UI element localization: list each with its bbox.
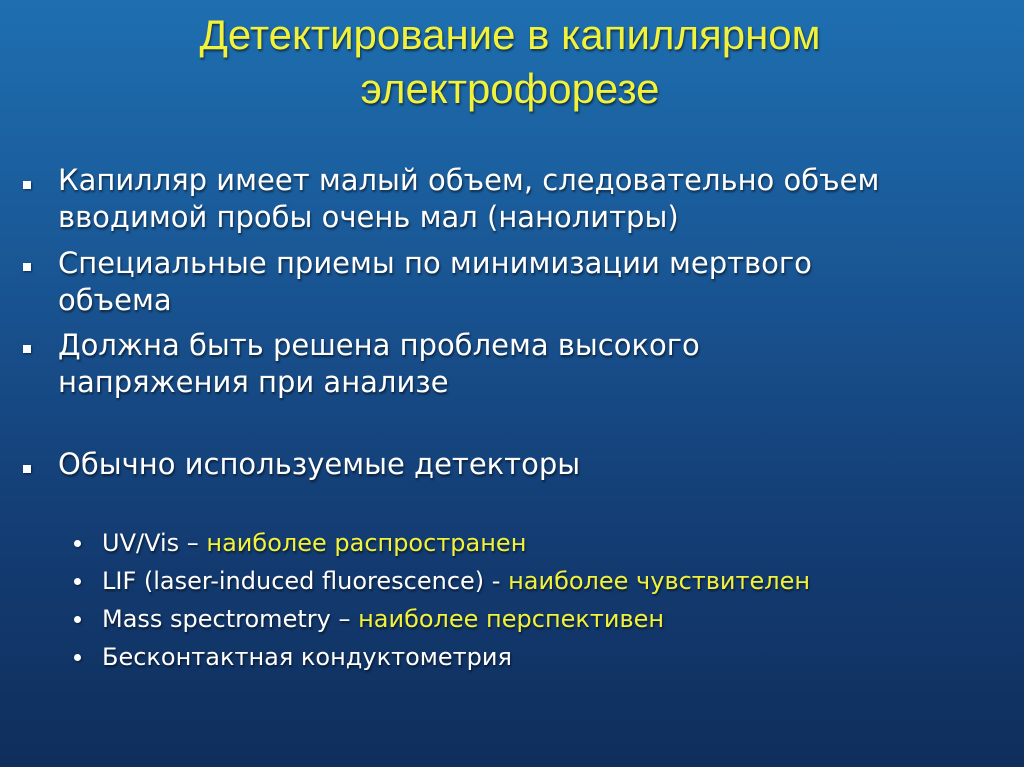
sub-item-2-text: LIF (laser-induced fluorescence) - bbox=[102, 567, 509, 595]
sub-bullet-dot-icon bbox=[74, 578, 81, 585]
sub-item-1-highlight: наиболее распространен bbox=[206, 529, 527, 557]
bullet-item-3-line-2: напряжения при анализе bbox=[58, 365, 449, 399]
bullet-item-2-line-1: Специальные приемы по минимизации мертвого bbox=[58, 246, 812, 280]
bullet-item-1 bbox=[58, 162, 1008, 236]
bullet-item-1-line-2: вводимой пробы очень мал (нанолитры) bbox=[58, 200, 679, 234]
bullet-item-3-line-1: Должна быть решена проблема высокого bbox=[58, 328, 700, 362]
bullet-item-3 bbox=[58, 327, 1008, 401]
bullet-item-4-line-1: Обычно используемые детекторы bbox=[58, 447, 581, 481]
sub-item-2-highlight: наиболее чувствителен bbox=[508, 567, 811, 595]
bullet-item-2-line-2: объема bbox=[58, 283, 172, 317]
sub-bullet-dot-icon bbox=[74, 540, 81, 547]
sub-item-1-text: UV/Vis – bbox=[102, 529, 207, 557]
bullet-square-icon bbox=[23, 181, 31, 189]
sub-item-lif bbox=[102, 565, 810, 597]
bullet-item-4 bbox=[58, 446, 1008, 483]
sub-bullet-dot-icon bbox=[74, 654, 81, 661]
slide-title-line-2: электрофорезе bbox=[360, 65, 660, 112]
sub-item-4-text: Бесконтактная кондуктометрия bbox=[102, 643, 512, 671]
sub-bullet-dot-icon bbox=[74, 616, 81, 623]
bullet-square-icon bbox=[23, 465, 31, 473]
sub-item-uv-vis bbox=[102, 527, 526, 559]
sub-item-3-text: Mass spectrometry – bbox=[102, 605, 359, 633]
sub-item-conductometry bbox=[102, 641, 512, 673]
bullet-square-icon bbox=[23, 263, 31, 271]
bullet-item-1-line-1: Капилляр имеет малый объем, следовательно объем bbox=[58, 163, 880, 197]
bullet-square-icon bbox=[23, 345, 31, 353]
bullet-item-2 bbox=[58, 245, 1008, 319]
slide-title bbox=[100, 8, 920, 116]
sub-item-mass-spectrometry bbox=[102, 603, 664, 635]
slide-title-line-1: Детектирование в капиллярном bbox=[199, 11, 821, 58]
sub-item-3-highlight: наиболее перспективен bbox=[358, 605, 665, 633]
